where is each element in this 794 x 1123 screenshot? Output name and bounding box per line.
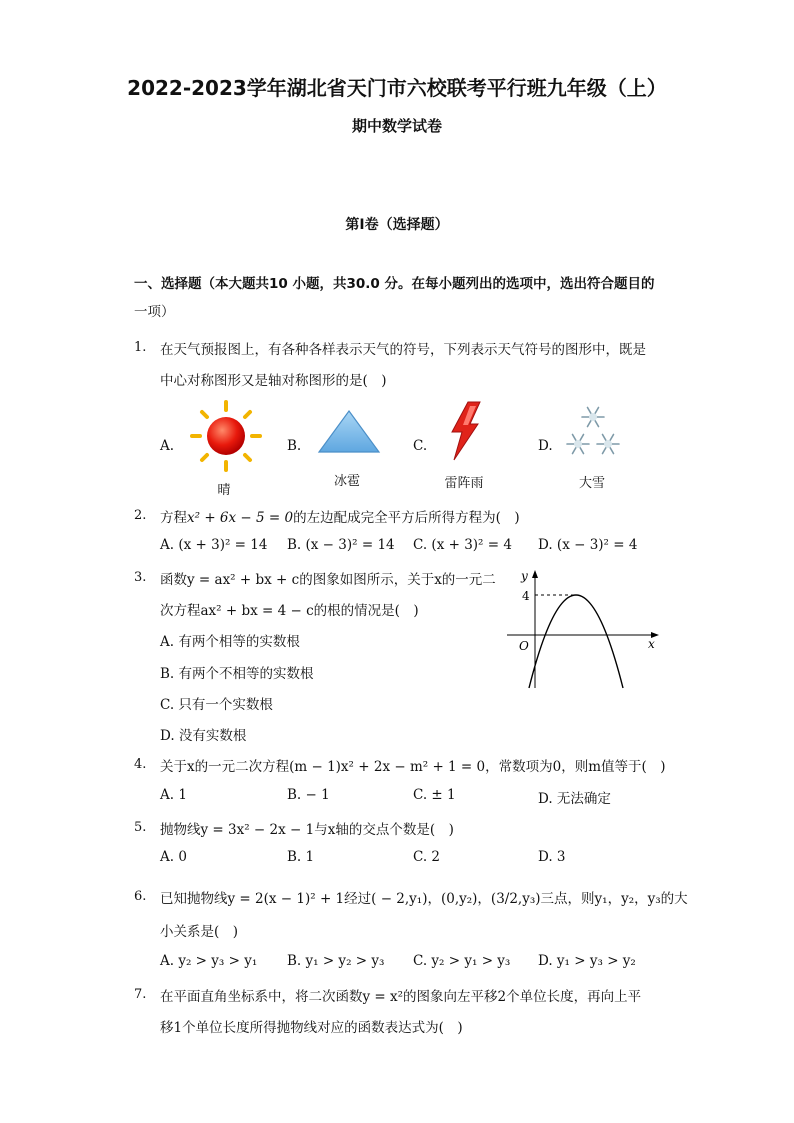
q3-option-b: B. 有两个不相等的实数根	[160, 666, 314, 682]
q2-equation: x² + 6x − 5 = 0	[187, 510, 294, 526]
q4-number: 4.	[134, 757, 147, 772]
q2-option-d: D. (x − 3)² = 4	[538, 537, 638, 553]
q3-option-c: C. 只有一个实数根	[160, 697, 273, 713]
q2-option-a: A. (x + 3)² = 14	[160, 537, 268, 553]
q4-option-d: D. 无法确定	[538, 791, 611, 807]
q5-option-d: D. 3	[538, 849, 566, 865]
q6-line-2: 小关系是( )	[160, 924, 239, 940]
q4-line: 关于x的一元二次方程(m − 1)x² + 2x − m² + 1 = 0，常数项为0，则m值等于( )	[160, 759, 666, 775]
parabola-graph	[505, 568, 665, 692]
q1-number: 1.	[134, 340, 147, 355]
q3-option-a: A. 有两个相等的实数根	[160, 634, 300, 650]
q5-number: 5.	[134, 820, 147, 835]
q6-option-c: C. y₂ > y₁ > y₃	[413, 953, 511, 969]
q4-option-b: B. − 1	[287, 787, 330, 803]
section-heading-bold: 一、选择题（本大题共10 小题，共30.0 分。在每小题列出的选项中，选出符合题目的	[134, 276, 655, 292]
q7-line-2: 移1个单位长度所得抛物线对应的函数表达式为( )	[160, 1020, 463, 1036]
q2-post: 的左边配成完全平方后所得方程为( )	[293, 510, 520, 526]
q4-option-c: C. ± 1	[413, 787, 456, 803]
peak-value-label: 4	[522, 589, 530, 603]
q4-option-a: A. 1	[160, 787, 187, 803]
q5-option-c: C. 2	[413, 849, 441, 865]
y-axis-label: y	[521, 569, 528, 583]
q3-option-d: D. 没有实数根	[160, 728, 247, 744]
q6-option-d: D. y₁ > y₃ > y₂	[538, 953, 636, 969]
q2-number: 2.	[134, 508, 147, 523]
exam-subtitle: 期中数学试卷	[351, 117, 442, 135]
q6-line-1: 已知抛物线y = 2(x − 1)² + 1经过( − 2,y₁)，(0,y₂)，(3/2,y₃)三点，则y₁，y₂，y₃的大	[160, 891, 688, 907]
section-heading	[134, 270, 674, 326]
lightning-icon	[446, 400, 486, 462]
q5-option-a: A. 0	[160, 849, 187, 865]
q1-option-a-label: A.	[160, 438, 175, 454]
q1-caption-d: 大雪	[578, 476, 605, 491]
origin-label: O	[519, 639, 529, 653]
q5-option-b: B. 1	[287, 849, 315, 865]
q3-number: 3.	[134, 570, 147, 585]
q1-line-1: 在天气预报图上，有各种各样表示天气的符号，下列表示天气符号的图形中，既是	[160, 342, 646, 358]
q7-number: 7.	[134, 987, 147, 1002]
q1-option-c-label: C.	[413, 438, 428, 454]
q5-line: 抛物线y = 3x² − 2x − 1与x轴的交点个数是( )	[160, 822, 454, 838]
q2-pre: 方程	[160, 510, 187, 526]
snowflakes-icon	[562, 402, 624, 460]
q1-line-2: 中心对称图形又是轴对称图形的是( )	[160, 373, 387, 389]
q7-line-1: 在平面直角坐标系中，将二次函数y = x²的图象向左平移2个单位长度，再向上平	[160, 989, 642, 1005]
q3-line-2: 次方程ax² + bx = 4 − c的根的情况是( )	[160, 603, 419, 619]
q6-option-a: A. y₂ > y₃ > y₁	[160, 953, 258, 969]
hail-triangle-icon	[316, 408, 382, 456]
sun-icon	[188, 400, 264, 472]
q1-caption-b: 冰雹	[333, 474, 360, 489]
section-heading-tail: 一项）	[134, 304, 175, 320]
volume-heading: 第I卷（选择题）	[345, 217, 449, 233]
q1-option-b-label: B.	[287, 438, 302, 454]
q1-caption-a: 晴	[217, 483, 231, 498]
exam-title: 2022-2023学年湖北省天门市六校联考平行班九年级（上）	[127, 76, 667, 100]
q1-option-d-label: D.	[538, 438, 553, 454]
q2-option-c: C. (x + 3)² = 4	[413, 537, 512, 553]
y-axis-arrow	[532, 570, 538, 578]
parabola-curve	[529, 595, 623, 688]
q6-option-b: B. y₁ > y₂ > y₃	[287, 953, 385, 969]
q2-option-b: B. (x − 3)² = 14	[287, 537, 395, 553]
q2-line	[160, 506, 520, 526]
q6-number: 6.	[134, 889, 147, 904]
q1-caption-c: 雷阵雨	[444, 476, 484, 491]
x-axis-label: x	[648, 637, 655, 651]
q3-line-1: 函数y = ax² + bx + c的图象如图所示，关于x的一元二	[160, 572, 496, 588]
